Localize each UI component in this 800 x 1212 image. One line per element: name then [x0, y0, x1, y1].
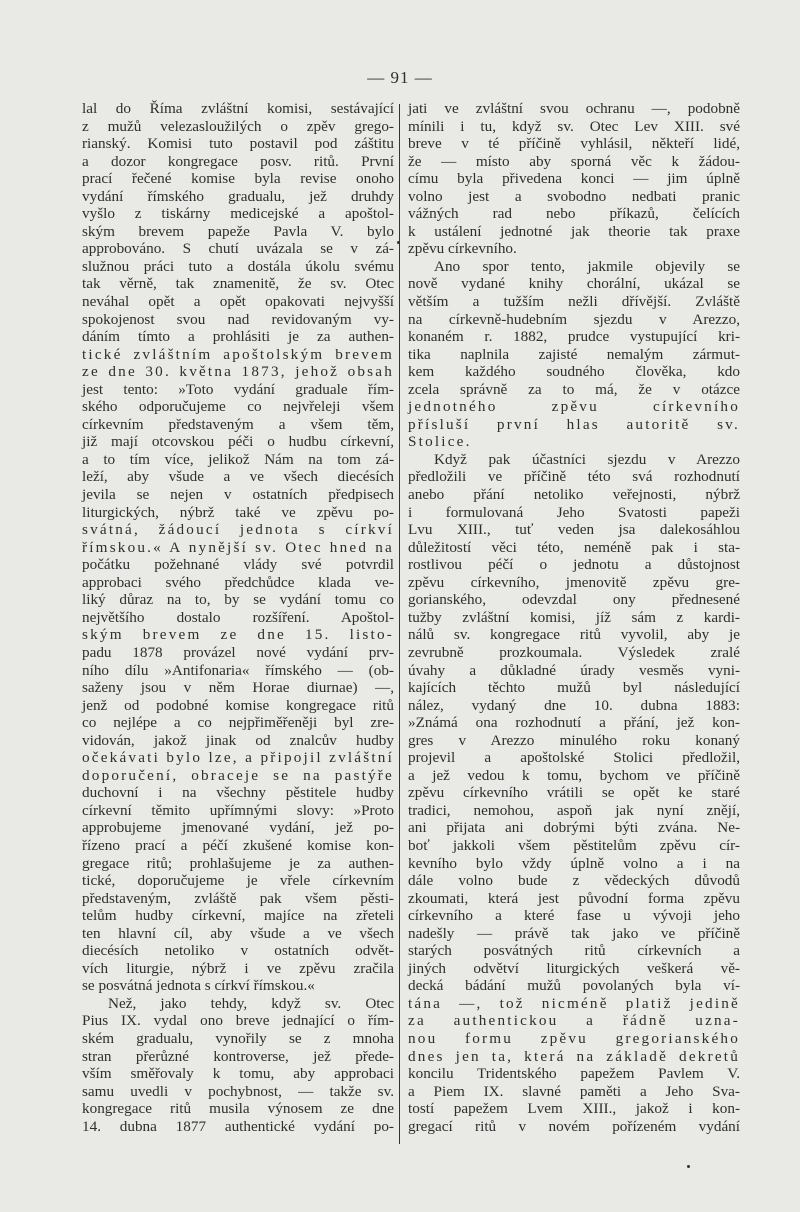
text-line: dále volno bude z vědeckých důvodů [408, 872, 740, 890]
text-line: jiných odvětví liturgických veškerá vě- [408, 959, 740, 977]
text-line: koncilu Tridentského papežem Pavlem V. [408, 1065, 740, 1083]
text-line: ským brevem ze dne 15. listo- [82, 626, 394, 644]
text-line: lal do Říma zvláštní komisi, sestávající [82, 100, 394, 117]
text-line: ten hlavní cíl, aby všude a ve všech [82, 924, 394, 942]
text-line: decká bádání mužů povolaných byla ví- [408, 977, 740, 995]
text-line: jednotného zpěvu církevního [408, 398, 740, 416]
text-line: Když pak účastníci sjezdu v Arezzo [434, 450, 740, 468]
text-line: liturgických, nýbrž také ve zpěvu po- [82, 503, 394, 521]
text-line: mínili i tu, když sv. Otec Lev XIII. své [408, 117, 740, 135]
text-line: ani přijata ani dobrými býti zvána. Ne- [408, 819, 740, 837]
text-line: gres v Arezzo minulého roku konaný [408, 731, 740, 749]
text-line: že — místo aby sporná věc k žádou- [408, 152, 740, 170]
text-line: prací řečené komise byla revise onoho [82, 170, 394, 188]
text-line: duchovní i na všechny pěstitele hudby [82, 784, 394, 802]
text-line: liký důraz na to, by se vydání tomu co [82, 591, 394, 609]
text-line: i formulovaná Jeho Svatosti papeži [408, 503, 740, 521]
text-line: tické zvláštním apoštolským brevem [82, 345, 394, 363]
text-line: již mají otcovskou péči o hudbu církevní, [82, 433, 394, 451]
text-line: gregace ritů; prohlašujeme je za authen- [82, 854, 394, 872]
print-mark [397, 241, 400, 244]
text-line: kevního bylo vždy úplně volno a i na [408, 854, 740, 872]
text-line: tika naplnila zajisté nemalým zármut- [408, 345, 740, 363]
text-line: neváhal opět a opět opakovati nejvyšší [82, 293, 394, 311]
text-line: zpěvu církevního. [408, 240, 517, 258]
text-line: k ustálení jednotné jak theorie tak praxe [408, 222, 740, 240]
text-line: ského odporučujeme co nejvřeleji všem [82, 398, 394, 416]
text-line: 14. dubna 1877 authentické vydání po- [82, 1117, 394, 1135]
page-number: — 91 — [367, 68, 433, 87]
text-line: nově vydané knihy chorální, ukázal se [408, 275, 740, 293]
text-line: tána —, tož nicméně platiž jedině [408, 994, 740, 1012]
text-line: projevil a apoštolské Stolici předložil, [408, 749, 740, 767]
text-line: tické, doporučujeme je vřele církevním [82, 872, 394, 890]
text-line: saženy jsou v něm Horae diurnae) —, [82, 679, 394, 697]
text-line: služnou práci tuto a dostála úkolu svému [82, 257, 394, 275]
text-line: jevila se nejen v ostatních předpisech [82, 486, 394, 504]
text-line: telům hudby církevní, majíce na zřeteli [82, 907, 394, 925]
text-line: leží, aby všude a ve všech diecésích [82, 468, 394, 486]
text-line: approbováno. S chutí uvázala se v zá- [82, 240, 394, 258]
text-line: jenž od podobné komise kongregace ritů [82, 696, 394, 714]
text-line: představeným, zvláště pak všem pěsti- [82, 889, 394, 907]
text-line: a jež vedou k tomu, bychom ve příčině [408, 766, 740, 784]
text-line: z mužů velezasloužilých o zpěv grego- [82, 117, 394, 135]
text-line: Ano spor tento, jakmile objevily se [434, 257, 740, 275]
text-line: tak věrně, tak znamenitě, že sv. Otec [82, 275, 394, 293]
text-line: volno jest a svobodno nedbati pranic [408, 187, 740, 205]
text-line: církevního a které fase u vývoji jeho [408, 907, 740, 925]
text-line: ským brevem papeže Pavla V. bylo [82, 222, 394, 240]
text-line: se posvátná jednota s církví římskou.« [82, 977, 315, 995]
text-line: nález, vydaný dne 10. dubna 1883: [408, 696, 740, 714]
text-line: vích liturgie, nýbrž i ve zpěvu zračila [82, 959, 394, 977]
text-line: svátná, žádoucí jednota s církví [82, 521, 394, 539]
print-mark [687, 1165, 690, 1168]
text-line: samu uvedli v pochybnost, — takže sv. [82, 1082, 394, 1100]
text-line: kajících těchto mužů byl následující [408, 679, 740, 697]
text-line: starých posvátných ritů církevních a [408, 942, 740, 960]
text-line: zpěvu církevního, jmenovitě zpěvu gre- [408, 573, 740, 591]
text-line: Než, jako tehdy, když sv. Otec [108, 994, 394, 1012]
text-line: důležitostí věci této, neméně pak i sta- [408, 538, 740, 556]
text-line: approbujeme jmenované vydání, jež po- [82, 819, 394, 837]
text-line: církevním představeným a všem těm, [82, 415, 394, 433]
text-line: zpěvu církevního vrátili se opět ke staré [408, 784, 740, 802]
column-divider [399, 104, 400, 1144]
text-line: vším směřovaly k tomu, aby approbaci [82, 1065, 394, 1083]
left-column [82, 100, 394, 1135]
text-line: zkoumati, která jest původní forma zpěvu [408, 889, 740, 907]
text-line: doporučení, obraceje se na pastýře [82, 766, 394, 784]
text-line: ního dílu »Antifonaria« římského — (ob- [82, 661, 394, 679]
text-line: zcela správně za to má, že v otázce [408, 380, 740, 398]
text-line: jest tento: »Toto vydání graduale řím- [82, 380, 394, 398]
text-line: zevrubně prozkoumala. Výsledek zralé [408, 643, 740, 661]
text-line: gorianského, odevzdal ony přednesené [408, 591, 740, 609]
text-line: dáním tímto a prohlásiti je za authen- [82, 328, 394, 346]
text-line: padu 1878 provázel nové vydání prv- [82, 643, 394, 661]
text-line: spokojenost svou nad revidovaným vy- [82, 310, 394, 328]
text-line: vážných rad nebo příkazů, čelících [408, 205, 740, 223]
text-line: anebo přání netoliko veřejnosti, nýbrž [408, 486, 740, 504]
text-line: přísluší první hlas autoritě sv. [408, 415, 740, 433]
right-column [408, 100, 740, 1135]
text-line: předložili ve příčině této svá rozhodnutí [408, 468, 740, 486]
text-line: za authentickou a řádně uzna- [408, 1012, 740, 1030]
text-line: ském gradualu, vynořily se z mnoha [82, 1029, 394, 1047]
text-line: Stolice. [408, 433, 472, 451]
text-line: Lvu XIII., tuť veden jsa dalekosáhlou [408, 521, 740, 539]
text-line: breve v té příčině vyhlásil, někteří lidé, [408, 135, 740, 153]
text-line: nálů sv. kongregace ritů vyvolil, aby je [408, 626, 740, 644]
text-line: vydání římského gradualu, jež druhdy [82, 187, 394, 205]
text-line: vidován, jakož jinak od znalcův hudby [82, 731, 394, 749]
text-line: a dozor kongregace posv. ritů. První [82, 152, 394, 170]
text-line: a Piem IX. slavné paměti a Jeho Sva- [408, 1082, 740, 1100]
text-line: tostí papežem Lvem XIII., jakož i kon- [408, 1100, 740, 1118]
text-line: gregací ritů v novém pořízeném vydání [408, 1117, 740, 1135]
text-line: na církevně-hudebním sjezdu v Arezzo, [408, 310, 740, 328]
text-line: větším a tužším nežli dřívější. Zvláště [408, 293, 740, 311]
text-line: nadešly — právě tak jako ve příčině [408, 924, 740, 942]
text-line: »Známá ona rozhodnutí a přání, jež kon- [408, 714, 740, 732]
text-line: kem každého soudného člověka, kdo [408, 363, 740, 381]
text-line: jati ve zvláštní svou ochranu —, podobně [408, 100, 740, 117]
text-line: počátku požehnané vlády své potvrdil [82, 556, 394, 574]
text-line: rostlivou péčí o jednotu a důstojnost [408, 556, 740, 574]
text-line: kongregace ritů musila výnosem ze dne [82, 1100, 394, 1118]
text-line: řízeno prací a péčí zkušené komise kon- [82, 836, 394, 854]
text-line: konaném r. 1882, prudce vystupující kri- [408, 328, 740, 346]
text-line: approbaci svého předchůdce klada ve- [82, 573, 394, 591]
text-line: církevní těmito upřímnými slovy: »Proto [82, 801, 394, 819]
text-line: co nejlépe a co nejpřiměřeněji byl zre- [82, 714, 394, 732]
text-line: Pius IX. vydal ono breve jednající o řím- [82, 1012, 394, 1030]
text-line: rianský. Komisi tuto postavil pod záštitu [82, 135, 394, 153]
text-line: stran přerůzné kontroverse, jež přede- [82, 1047, 394, 1065]
text-line: tužby zvláštní komisi, jíž sám z kardi- [408, 608, 740, 626]
text-line: nou formu zpěvu gregorianského [408, 1029, 740, 1047]
text-line: vyšlo z tiskárny medicejské a apoštol- [82, 205, 394, 223]
text-line: ze dne 30. května 1873, jehož obsah [82, 363, 394, 381]
text-line: címu byla přivedena konci — jim úplně [408, 170, 740, 188]
text-line: a to tím více, jelikož Nám na tom zá- [82, 450, 394, 468]
text-line: diecésích netoliko v ostatních odvět- [82, 942, 394, 960]
text-line: tradici, nemohou, aspoň jak nyní znějí, [408, 801, 740, 819]
text-line: očekávati bylo lze, a připojil zvláštní [82, 749, 394, 767]
text-line: největšího dostalo rozšíření. Apoštol- [82, 608, 394, 626]
text-line: římskou.« A nynější sv. Otec hned na [82, 538, 394, 556]
text-line: boť jakkoli všem pěstitelům zpěvu cír- [408, 836, 740, 854]
text-line: úvahy a důkladné úrady vesměs vyni- [408, 661, 740, 679]
text-line: dnes jen ta, která na základě dekretů [408, 1047, 740, 1065]
